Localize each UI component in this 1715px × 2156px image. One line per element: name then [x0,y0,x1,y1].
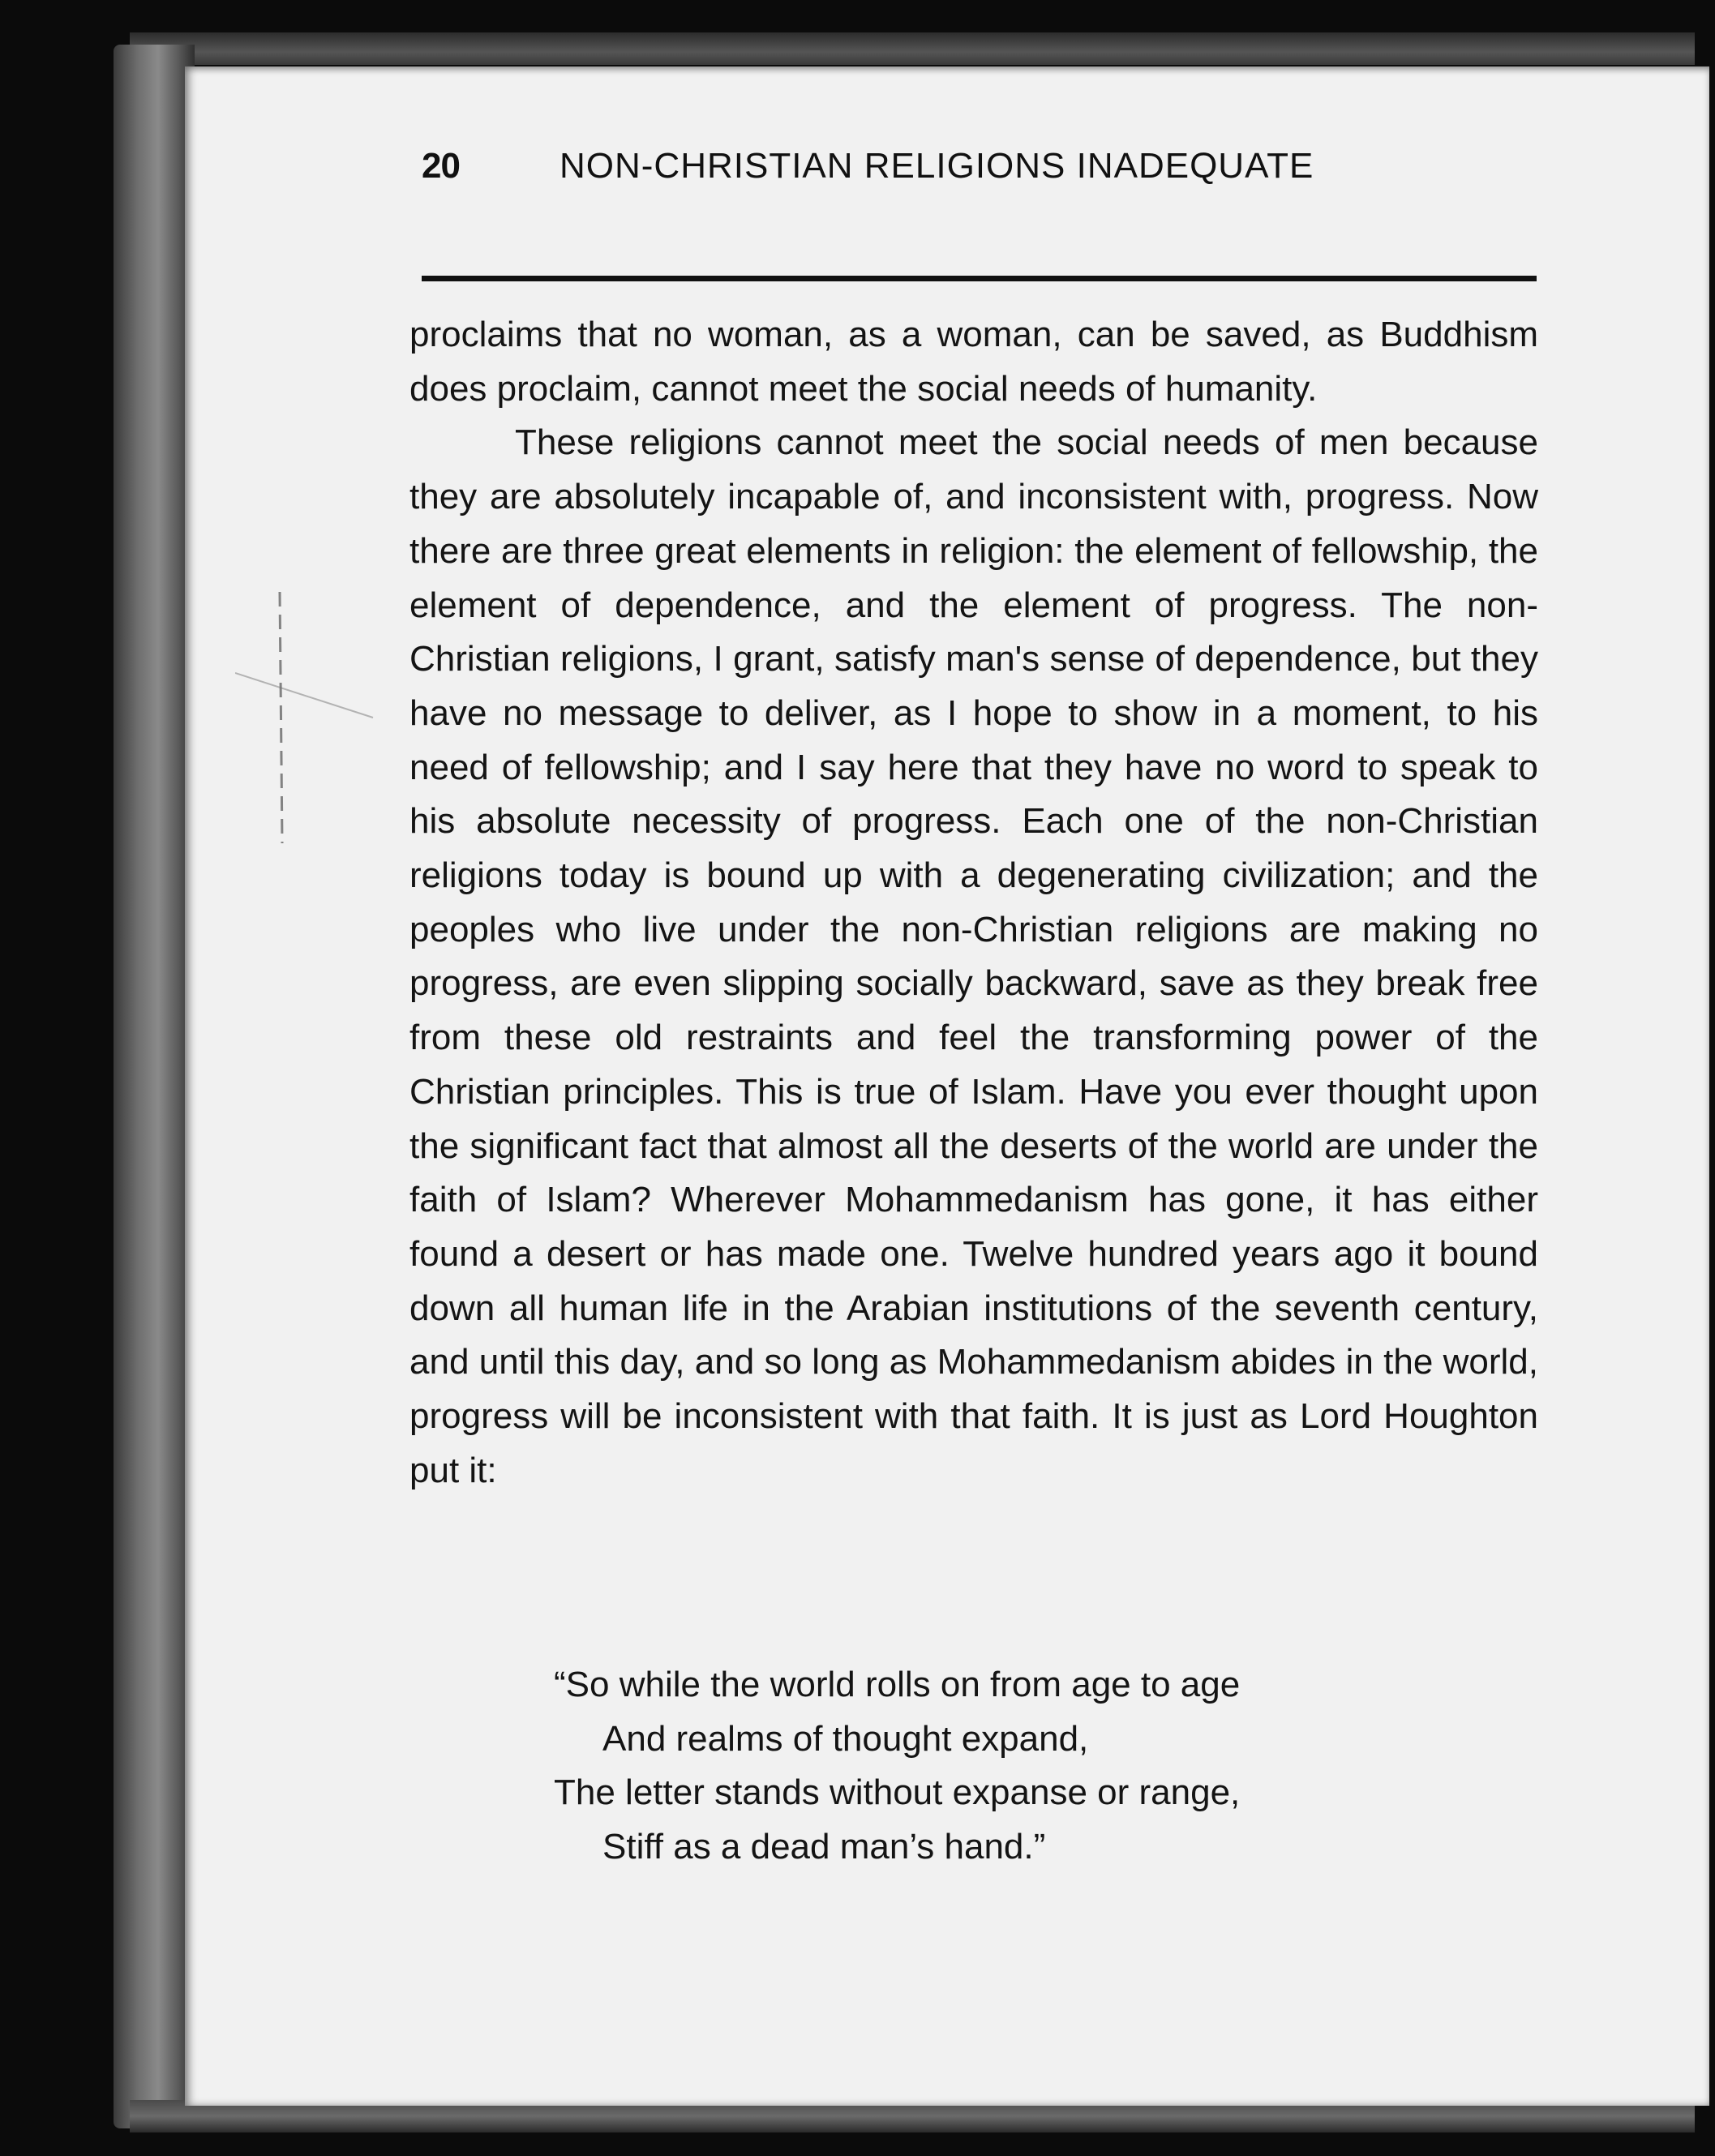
poem-line: The letter stands without expanse or range, [554,1772,1241,1813]
binding-top-edge [130,32,1695,65]
running-head: NON-CHRISTIAN RELIGIONS INADEQUATE [560,146,1314,186]
book-spine [114,45,195,2128]
header-rule [422,276,1537,281]
body-text [409,308,1538,1498]
page-number: 20 [422,146,460,186]
poem-line: And realms of thought expand, [602,1718,1089,1759]
paragraph-continuation: proclaims that no woman, as a woman, can be saved, as Buddhism does proclaim, cannot meet the social needs of humanity. [409,315,1538,409]
poem-line: Stiff as a dead man’s hand.” [602,1827,1046,1867]
poem-line: “So while the world rolls on from age to age [554,1665,1241,1704]
poem-quotation [554,1658,1446,1875]
paragraph: These religions cannot meet the social needs of men because they are absolutely incapable of, and inconsistent with, progress. Now there are three great elements in religion: the element of fellowship, the element of dependence, and the element of progress. The non-Christian religions, I grant, satisfy man's sense of dependence, but they have no message to deliver, as I hope to show in a moment, to his need of fellowship; and I say here that they have no word to speak to his absolute necessity of progress. Each one of the non-Christian religions today is bound up with a degenerating civilization; and the peoples who live under the non-Christian religions are making no progress, are even slipping socially backward, save as they break free from these old restraints and feel the transforming power of the Christian principles. This is true of Islam. Have you ever thought upon the significant fact that almost all the deserts of the world are under the faith of Islam? Wherever Mohammedanism has gone, it has either found a desert or has made one. Twelve hundred years ago it bound down all human life in the Arabian institutions of the seventh century, and until this day, and so long as Mohammedanism abides in the world, progress will be inconsistent with that faith. It is just as Lord Houghton put it: [409,422,1538,1490]
pencil-margin-mark [235,584,381,859]
page-header [235,146,1534,203]
